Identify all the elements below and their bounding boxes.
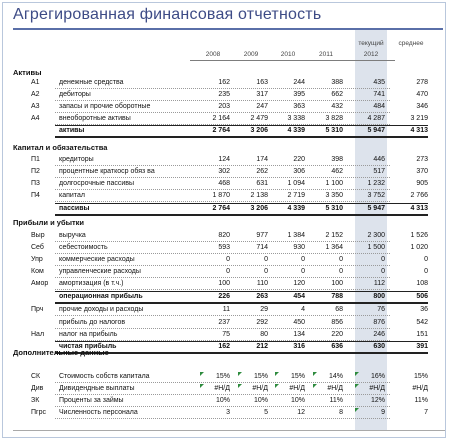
table-row <box>0 292 450 303</box>
cell-value[interactable]: 120 <box>293 280 305 287</box>
cell-value[interactable]: 714 <box>256 244 268 251</box>
cell-value[interactable]: 9 <box>381 409 385 416</box>
cell-value[interactable]: 0 <box>301 268 305 275</box>
table-row <box>0 114 450 125</box>
row-code: Упр <box>31 256 43 263</box>
cell-value[interactable]: 262 <box>256 168 268 175</box>
cell-value[interactable]: 15% <box>253 373 268 380</box>
row-code: П2 <box>31 168 40 175</box>
current-label: текущий <box>358 40 384 47</box>
cell-value[interactable]: 220 <box>331 331 343 338</box>
row-code: Амор <box>31 280 49 287</box>
year-header-2008: 2008 <box>205 51 221 58</box>
cell-value[interactable]: 788 <box>331 293 343 300</box>
row-label: выручка <box>59 232 86 239</box>
cell-value[interactable]: 2 300 <box>367 232 385 239</box>
cell-value[interactable]: 662 <box>331 91 343 98</box>
row-code: Себ <box>31 244 44 251</box>
table-row <box>0 255 450 266</box>
cell-value[interactable]: 4 339 <box>287 127 305 134</box>
row-label: операционная прибыль <box>59 293 143 300</box>
table-row <box>0 372 450 383</box>
cell-value[interactable]: 15% <box>215 373 230 380</box>
row-code: Пгрс <box>31 409 46 416</box>
cell-value[interactable]: 450 <box>293 319 305 326</box>
row-code: A3 <box>31 103 40 110</box>
row-separator <box>55 328 390 329</box>
table-row <box>0 330 450 341</box>
cell-value[interactable]: #Н/Д <box>369 385 385 392</box>
cell-value[interactable]: 631 <box>256 180 268 187</box>
cell-value[interactable]: 636 <box>331 343 343 350</box>
average-value[interactable]: 506 <box>416 293 428 300</box>
table-row <box>0 408 450 419</box>
row-label: Стоимость собств капитала <box>59 373 150 380</box>
row-code: A1 <box>31 79 40 86</box>
cell-value[interactable]: 3 206 <box>250 127 268 134</box>
average-value[interactable]: 108 <box>416 280 428 287</box>
row-label: долгосрочные пассивы <box>59 180 135 187</box>
cell-value[interactable]: 5 310 <box>325 127 343 134</box>
bottom-border <box>13 430 445 431</box>
cell-value[interactable]: 316 <box>293 343 305 350</box>
average-value[interactable]: 7 <box>424 409 428 416</box>
average-value[interactable]: 0 <box>424 268 428 275</box>
cell-value[interactable]: 15% <box>290 373 305 380</box>
cell-value[interactable]: 2 719 <box>287 192 305 199</box>
average-value[interactable]: 4 313 <box>410 127 428 134</box>
cell-value[interactable]: 2 479 <box>250 115 268 122</box>
cell-value[interactable]: 630 <box>373 343 385 350</box>
cell-value[interactable]: 4 287 <box>367 115 385 122</box>
cell-value[interactable]: 0 <box>381 256 385 263</box>
cell-comment-marker-icon <box>200 372 204 376</box>
average-value[interactable]: 470 <box>416 91 428 98</box>
cell-value[interactable]: 292 <box>256 319 268 326</box>
cell-value[interactable]: 174 <box>256 156 268 163</box>
total-bottom-rule <box>55 136 428 138</box>
total-bottom-rule <box>55 214 428 216</box>
cell-value[interactable]: 244 <box>293 79 305 86</box>
cell-value[interactable]: 1 500 <box>367 244 385 251</box>
cell-value[interactable]: 0 <box>339 256 343 263</box>
cell-value[interactable]: 856 <box>331 319 343 326</box>
row-separator <box>55 253 390 254</box>
average-value[interactable]: 11% <box>414 397 428 404</box>
cell-value[interactable]: 395 <box>293 91 305 98</box>
header-underline <box>190 60 395 61</box>
cell-value[interactable]: 4 339 <box>287 205 305 212</box>
average-value[interactable]: 151 <box>416 331 428 338</box>
cell-value[interactable]: 454 <box>293 293 305 300</box>
cell-value[interactable]: 10% <box>253 397 268 404</box>
row-separator <box>55 189 390 190</box>
average-value[interactable]: 2 766 <box>410 192 428 199</box>
cell-value[interactable]: 2 764 <box>212 205 230 212</box>
cell-value[interactable]: 5 947 <box>367 127 385 134</box>
cell-value[interactable]: 76 <box>377 306 385 313</box>
average-value[interactable]: 905 <box>416 180 428 187</box>
table-row <box>0 384 450 395</box>
cell-value[interactable]: 388 <box>331 79 343 86</box>
average-value[interactable]: 1 020 <box>410 244 428 251</box>
cell-value[interactable]: 1 094 <box>287 180 305 187</box>
table-row <box>0 191 450 202</box>
average-value[interactable]: 3 219 <box>410 115 428 122</box>
row-separator <box>55 100 390 101</box>
cell-value[interactable]: 10% <box>290 397 305 404</box>
cell-value[interactable]: 162 <box>218 79 230 86</box>
table-row <box>0 126 450 137</box>
cell-value[interactable]: 80 <box>260 331 268 338</box>
row-label: активы <box>59 127 85 134</box>
section-title: Дополнительные данные <box>13 348 109 357</box>
row-label: прочие доходы и расходы <box>59 306 144 313</box>
cell-value[interactable]: 2 152 <box>325 232 343 239</box>
cell-comment-marker-icon <box>355 384 359 388</box>
cell-value[interactable]: 5 310 <box>325 205 343 212</box>
total-bottom-rule <box>55 352 428 354</box>
cell-value[interactable]: 220 <box>293 156 305 163</box>
average-value[interactable]: 278 <box>416 79 428 86</box>
cell-value[interactable]: 2 138 <box>250 192 268 199</box>
table-row <box>0 155 450 166</box>
cell-value[interactable]: 12% <box>370 397 385 404</box>
average-value[interactable]: #Н/Д <box>412 385 428 392</box>
cell-comment-marker-icon <box>238 384 242 388</box>
cell-value[interactable]: 162 <box>218 343 230 350</box>
cell-value[interactable]: 820 <box>218 232 230 239</box>
cell-comment-marker-icon <box>275 372 279 376</box>
row-label: себестоимость <box>59 244 108 251</box>
row-separator <box>55 201 390 202</box>
section-title: Прибыли и убытки <box>13 218 85 227</box>
cell-value[interactable]: 3 338 <box>287 115 305 122</box>
row-code: Выр <box>31 232 45 239</box>
cell-value[interactable]: 306 <box>293 168 305 175</box>
row-separator <box>55 315 390 316</box>
cell-value[interactable]: #Н/Д <box>289 385 305 392</box>
cell-value[interactable]: 1 364 <box>325 244 343 251</box>
row-label: управленческие расходы <box>59 268 141 275</box>
cell-value[interactable]: 5 <box>264 409 268 416</box>
total-top-rule <box>55 291 428 292</box>
table-row <box>0 231 450 242</box>
cell-value[interactable]: 124 <box>218 156 230 163</box>
row-separator <box>55 241 390 242</box>
row-separator <box>55 265 390 266</box>
cell-value[interactable]: 1 232 <box>367 180 385 187</box>
table-row <box>0 243 450 254</box>
table-row <box>0 102 450 113</box>
row-separator <box>55 88 390 89</box>
cell-value[interactable]: #Н/Д <box>214 385 230 392</box>
cell-value[interactable]: 263 <box>256 293 268 300</box>
cell-value[interactable]: 432 <box>331 103 343 110</box>
cell-value[interactable]: 4 <box>301 306 305 313</box>
row-separator <box>55 382 390 383</box>
total-bottom-rule <box>55 302 428 304</box>
cell-value[interactable]: 876 <box>373 319 385 326</box>
cell-value[interactable]: 302 <box>218 168 230 175</box>
row-label: прибыль до налогов <box>59 319 126 326</box>
average-value[interactable]: 4 313 <box>410 205 428 212</box>
cell-value[interactable]: 29 <box>260 306 268 313</box>
cell-value[interactable]: 593 <box>218 244 230 251</box>
average-value[interactable]: 542 <box>416 319 428 326</box>
row-label: дебиторы <box>59 91 91 98</box>
cell-value[interactable]: 11% <box>329 397 343 404</box>
page-title: Агрегированная финансовая отчетность <box>13 6 322 23</box>
cell-value[interactable]: 246 <box>373 331 385 338</box>
cell-value[interactable]: 0 <box>226 256 230 263</box>
cell-value[interactable]: 100 <box>331 280 343 287</box>
row-separator <box>55 177 390 178</box>
cell-value[interactable]: 10% <box>215 397 230 404</box>
cell-value[interactable]: 100 <box>218 280 230 287</box>
average-value[interactable]: 15% <box>413 373 428 380</box>
row-label: налог на прибыль <box>59 331 118 338</box>
cell-comment-marker-icon <box>313 372 317 376</box>
row-separator <box>55 112 390 113</box>
row-label: Проценты за займы <box>59 397 124 404</box>
row-code: Ком <box>31 268 44 275</box>
cell-value[interactable]: 1 870 <box>212 192 230 199</box>
cell-value[interactable]: 3 350 <box>325 192 343 199</box>
row-label: капитал <box>59 192 85 199</box>
row-code: Нал <box>31 331 45 338</box>
table-row <box>0 90 450 101</box>
cell-value[interactable]: 462 <box>331 168 343 175</box>
average-value[interactable]: 370 <box>416 168 428 175</box>
row-separator <box>55 394 390 395</box>
title-underline <box>13 28 443 30</box>
cell-value[interactable]: 75 <box>222 331 230 338</box>
row-code: A4 <box>31 115 40 122</box>
cell-value[interactable]: 68 <box>335 306 343 313</box>
cell-value[interactable]: 363 <box>293 103 305 110</box>
total-top-rule <box>55 125 428 126</box>
table-row <box>0 204 450 215</box>
row-label: кредиторы <box>59 156 94 163</box>
row-label: денежные средства <box>59 79 124 86</box>
cell-value[interactable]: 203 <box>218 103 230 110</box>
table-row <box>0 267 450 278</box>
year-header-2012: 2012 <box>363 51 379 58</box>
total-top-rule <box>55 203 428 204</box>
cell-value[interactable]: 435 <box>373 79 385 86</box>
cell-comment-marker-icon <box>200 384 204 388</box>
cell-value[interactable]: 1 100 <box>325 180 343 187</box>
cell-value[interactable]: 317 <box>256 91 268 98</box>
year-header-2011: 2011 <box>319 51 333 58</box>
cell-value[interactable]: 247 <box>256 103 268 110</box>
cell-value[interactable]: 517 <box>373 168 385 175</box>
row-separator <box>55 418 390 419</box>
cell-value[interactable]: 977 <box>256 232 268 239</box>
row-code: П4 <box>31 192 40 199</box>
row-label: пассивы <box>59 205 90 212</box>
average-value[interactable]: 0 <box>424 256 428 263</box>
section-title: Активы <box>13 68 42 77</box>
cell-value[interactable]: 3 206 <box>250 205 268 212</box>
average-value[interactable]: 36 <box>420 306 428 313</box>
cell-value[interactable]: 3 <box>226 409 230 416</box>
total-top-rule <box>55 341 428 342</box>
cell-value[interactable]: 0 <box>226 268 230 275</box>
row-code: A2 <box>31 91 40 98</box>
row-separator <box>55 277 390 278</box>
cell-value[interactable]: 163 <box>256 79 268 86</box>
cell-value[interactable]: 446 <box>373 156 385 163</box>
cell-value[interactable]: 2 764 <box>212 127 230 134</box>
cell-value[interactable]: 0 <box>301 256 305 263</box>
cell-value[interactable]: 0 <box>264 256 268 263</box>
cell-value[interactable]: 16% <box>370 373 385 380</box>
cell-value[interactable]: 0 <box>264 268 268 275</box>
cell-value[interactable]: 930 <box>293 244 305 251</box>
cell-value[interactable]: 3 752 <box>367 192 385 199</box>
table-row <box>0 396 450 407</box>
cell-value[interactable]: 235 <box>218 91 230 98</box>
cell-comment-marker-icon <box>355 408 359 412</box>
cell-value[interactable]: 468 <box>218 180 230 187</box>
row-code: Прч <box>31 306 44 313</box>
table-row <box>0 305 450 316</box>
row-label: Дивидендные выплаты <box>59 385 135 392</box>
cell-value[interactable]: 398 <box>331 156 343 163</box>
row-code: ЗК <box>31 397 40 404</box>
cell-value[interactable]: #Н/Д <box>252 385 268 392</box>
row-label: запасы и прочие оборотные <box>59 103 151 110</box>
cell-value[interactable]: 5 947 <box>367 205 385 212</box>
cell-value[interactable]: 8 <box>339 409 343 416</box>
table-row <box>0 179 450 190</box>
cell-value[interactable]: 0 <box>339 268 343 275</box>
cell-value[interactable]: 484 <box>373 103 385 110</box>
cell-value[interactable]: 12 <box>297 409 305 416</box>
cell-value[interactable]: 3 828 <box>325 115 343 122</box>
row-separator <box>55 165 390 166</box>
row-label: коммерческие расходы <box>59 256 135 263</box>
cell-value[interactable]: 134 <box>293 331 305 338</box>
row-code: П3 <box>31 180 40 187</box>
cell-value[interactable]: 1 384 <box>287 232 305 239</box>
average-value[interactable]: 273 <box>416 156 428 163</box>
cell-value[interactable]: 2 164 <box>212 115 230 122</box>
average-label: среднее <box>398 40 424 47</box>
table-row <box>0 78 450 89</box>
cell-comment-marker-icon <box>313 384 317 388</box>
cell-value[interactable]: 11 <box>222 306 230 313</box>
row-code: СК <box>31 373 41 380</box>
cell-value[interactable]: 112 <box>373 280 385 287</box>
cell-value[interactable]: 226 <box>218 293 230 300</box>
section-title: Капитал и обязательства <box>13 143 108 152</box>
row-label: чистая прибыль <box>59 343 117 350</box>
cell-comment-marker-icon <box>238 372 242 376</box>
row-separator <box>55 406 390 407</box>
year-header-2010: 2010 <box>280 51 296 58</box>
cell-value[interactable]: #Н/Д <box>327 385 343 392</box>
cell-value[interactable]: 110 <box>256 280 268 287</box>
cell-value[interactable]: 0 <box>381 268 385 275</box>
cell-value[interactable]: 800 <box>373 293 385 300</box>
cell-value[interactable]: 212 <box>256 343 268 350</box>
row-code: П1 <box>31 156 40 163</box>
average-value[interactable]: 1 526 <box>410 232 428 239</box>
cell-value[interactable]: 237 <box>218 319 230 326</box>
average-value[interactable]: 346 <box>416 103 428 110</box>
cell-comment-marker-icon <box>355 372 359 376</box>
cell-value[interactable]: 741 <box>373 91 385 98</box>
average-value[interactable]: 391 <box>416 343 428 350</box>
cell-comment-marker-icon <box>275 384 279 388</box>
table-row <box>0 279 450 290</box>
table-row <box>0 318 450 329</box>
cell-value[interactable]: 14% <box>328 373 343 380</box>
row-label: Численность персонала <box>59 409 138 416</box>
table-row <box>0 167 450 178</box>
row-code: Див <box>31 385 44 392</box>
row-label: внеоборотные активы <box>59 115 131 122</box>
year-header-2009: 2009 <box>243 51 259 58</box>
row-label: амортизация (в т.ч.) <box>59 280 124 287</box>
row-label: процентные краткоср обяз ва <box>59 168 155 175</box>
row-separator <box>55 289 390 290</box>
